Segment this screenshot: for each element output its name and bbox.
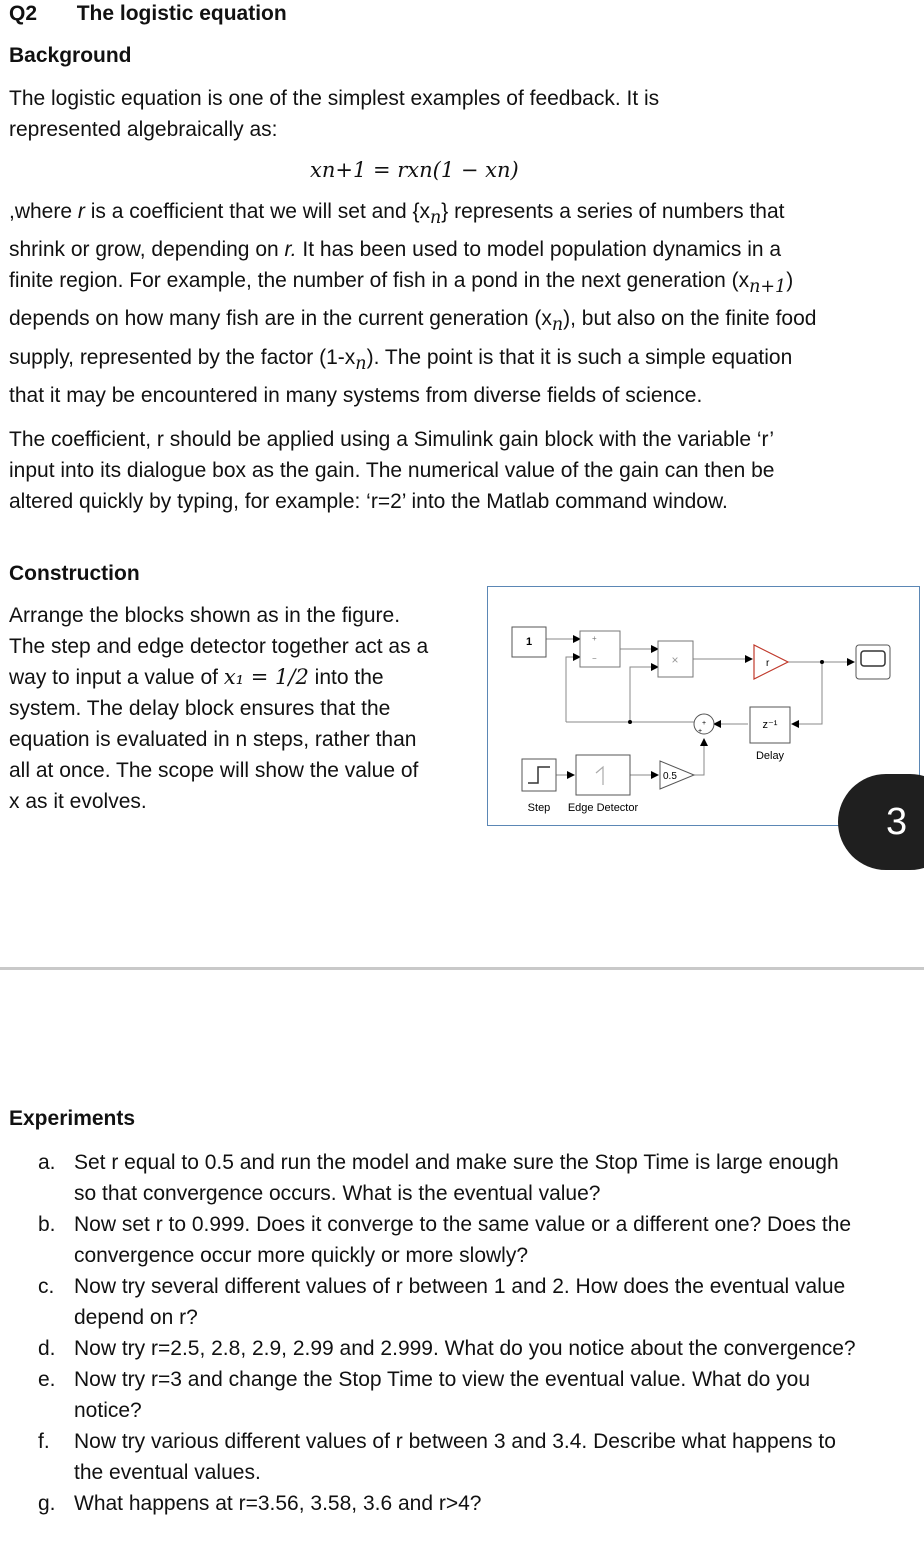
construction-line: system. The delay block ensures that the [9,697,391,720]
item-letter: f. [38,1430,50,1453]
item-text: Now try various different values of r between 3 and 3.4. Describe what happens to the eventual values. [74,1430,836,1484]
p1-sub4: n [355,353,367,374]
p1-f: ), but also on the finite food supply, represented by the factor (1-x [9,307,817,369]
list-item [38,1333,858,1364]
construction-line: equation is evaluated in n steps, rather than [9,728,417,751]
delay-label: Delay [755,750,785,762]
p1-c: } represents a series of numbers that shrink or grow, depending on [9,200,785,262]
item-text: Now try r=3 and change the Stop Time to view the eventual value. What do you notice? [74,1368,811,1422]
gain-r-label: r [766,658,770,669]
p1-sub3: n [551,315,564,336]
item-letter: e. [38,1368,56,1391]
item-letter: g. [38,1492,56,1515]
item-letter: d. [38,1337,56,1360]
construction-line: Arrange the blocks shown as in the figure. [9,604,401,627]
sum-circle-plus2: + [698,728,703,735]
c-line3-math: x₁ = 1/2 [223,665,309,689]
construction-heading: Construction [9,562,140,585]
gain-half-label: 0.5 [663,771,677,782]
item-text: What happens at r=3.56, 3.58, 3.6 and r>4? [74,1492,482,1515]
p1-e: ) depends on how many fish are in the current generation (x [9,269,794,331]
background-paragraph-1 [9,196,819,411]
p1-r: r [77,200,85,223]
p1-a: ,where [9,200,78,223]
p1-r2: r. [284,238,297,262]
list-item [38,1147,858,1209]
item-text: Now try several different values of r between 1 and 2. How does the eventual value depend on r? [74,1275,846,1329]
construction-line: all at once. The scope will show the value of [9,759,419,782]
c-line3b: into the [308,666,384,689]
page-divider [0,967,924,970]
list-item [38,1426,858,1488]
page-number: 3 [886,801,908,843]
list-item [38,1488,858,1519]
step-label: Step [527,802,551,814]
constant-label: 1 [525,636,533,648]
logistic-equation [310,158,519,182]
line-branch-product [630,667,658,722]
gain-r-block[interactable] [754,645,788,679]
c-line3a: way to input a value of [9,666,224,689]
sum-block[interactable] [580,631,620,667]
line-half-sum2 [694,739,704,775]
construction-text [9,600,479,817]
list-item [38,1271,858,1333]
p1-d: It has been used to model population dynamics in a finite region. For example, the number of fish in a pond in the next generation (x [9,238,782,293]
list-item [38,1364,858,1426]
item-text: Now try r=2.5, 2.8, 2.9, 2.99 and 2.999. What do you notice about the convergence? [74,1337,856,1360]
p1-sub1: n [430,208,442,229]
item-text: Set r equal to 0.5 and run the model and make sure the Stop Time is large enough so that convergence occurs. What is the eventual value? [74,1151,839,1205]
edge-detector-label: Edge Detector [567,802,639,814]
sum-minus-label: − [592,654,597,663]
scope-screen-icon [861,651,885,666]
junction-dots [628,660,824,724]
step-block[interactable] [522,759,556,791]
background-heading: Background [9,44,132,67]
sum-circle-plus: + [702,720,707,727]
construction-line: x as it evolves. [9,790,147,813]
background-paragraph-2: The coefficient, r should be applied using a Simulink gain block with the variable ‘r’ input into its dialogue box as the gain. The numerical value of the gain can then be altered quickly by typing, for example: ‘r=2’ into the Matlab command window. [9,428,775,513]
item-letter: c. [38,1275,55,1298]
line-feedback-sum [566,657,580,722]
p1-sub2: n+1 [749,277,787,298]
item-letter: a. [38,1151,56,1174]
list-item [38,1209,858,1271]
background-intro: The logistic equation is one of the simplest examples of feedback. It is represented algebraically as: [9,87,660,141]
item-letter: b. [38,1213,56,1236]
construction-line [9,662,479,693]
equation-text: xn+1 = rxn(1 − xn) [310,158,519,182]
delay-symbol: z⁻¹ [762,719,778,731]
page-number-badge [838,774,924,870]
line-to-delay [792,662,822,724]
question-number: Q2 [9,2,38,25]
question-header [9,0,287,28]
experiments-list [38,1147,858,1519]
experiments-heading: Experiments [9,1107,136,1130]
p1-g: ). The point is that it is such a simple equation that it may be encountered in many systems from diverse fields of science. [9,345,793,407]
junction-dot [820,660,824,664]
item-text: Now set r to 0.999. Does it converge to the same value or a different one? Does the convergence occur more quickly or more slowly? [74,1213,852,1267]
product-label: × [671,653,679,667]
sum-plus-label: + [592,634,597,643]
junction-dot [628,720,632,724]
question-title: The logistic equation [76,2,287,25]
construction-line: The step and edge detector together act as a [9,635,429,658]
p1-b: is a coefficient that we will set and {x [84,200,431,223]
